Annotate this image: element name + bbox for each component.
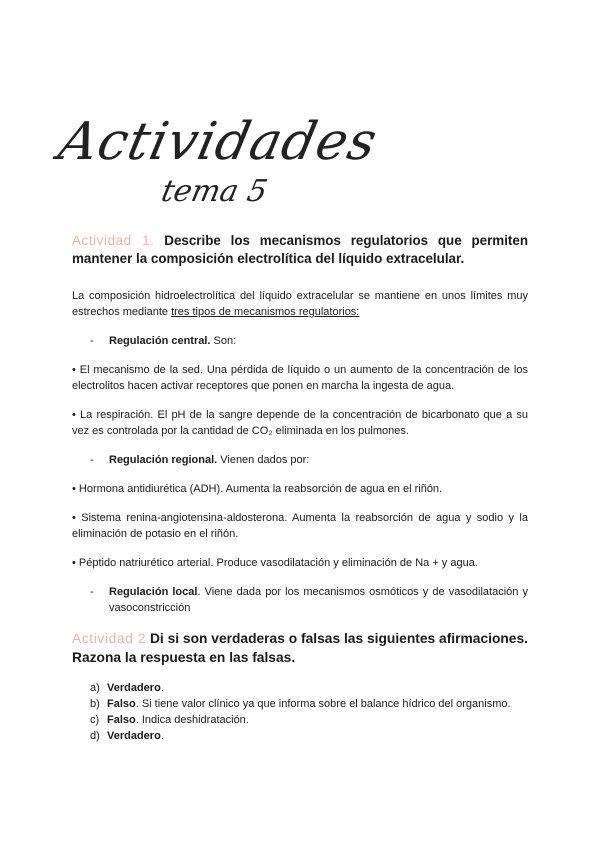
page-title: Actividades xyxy=(53,112,383,172)
section-regional xyxy=(72,452,528,468)
section-local-desc: . Viene dada por los mecanismos osmóticos y de vasodilatación y vasoconstricción xyxy=(109,586,528,614)
dash-marker: - xyxy=(90,335,94,347)
section-central-desc: Son: xyxy=(210,335,237,347)
section-central-title: Regulación central. xyxy=(109,335,211,347)
answer-reason: . Si tiene valor clínico ya que informa sobre el balance hídrico del organismo. xyxy=(135,698,511,710)
activity-2-question: Di si son verdaderas o falsas las siguientes afirmaciones. Razona la respuesta en las falsas. xyxy=(72,631,528,665)
activity-1-question: Describe los mecanismos regulatorios que permiten mantener la composición electrolítica del líquido extracelular. xyxy=(72,233,528,266)
section-regional-desc: Vienen dados por: xyxy=(217,454,310,466)
answers-list xyxy=(72,680,528,744)
activity-1-label: Actividad 1. xyxy=(72,233,155,248)
intro-underlined-text: tres tipos de mecanismos regulatorios: xyxy=(171,306,360,318)
list-item: c) Falso. Indica deshidratación. xyxy=(90,714,249,726)
section-regional-title: Regulación regional. xyxy=(109,454,218,466)
dash-marker: - xyxy=(90,454,94,466)
activity-2-label: Actividad 2 xyxy=(72,631,147,646)
regional-point-pna: • Péptido natriurético arterial. Produce vasodilatación y eliminación de Na + y agua. xyxy=(72,557,478,569)
answer-reason: . xyxy=(160,730,164,742)
central-point-sed: • El mecanismo de la sed. Una pérdida de líquido o un aumento de la concentración de los electrolitos hacen activar receptores que ponen en marcha la ingesta de agua. xyxy=(72,364,528,392)
document-body xyxy=(72,232,528,744)
page-subtitle: tema 5 xyxy=(158,174,271,209)
activity-1-heading xyxy=(72,232,528,268)
section-local-title: Regulación local xyxy=(109,586,198,598)
list-item: a) Verdadero. xyxy=(90,682,164,694)
central-point-respiracion: • La respiración. El pH de la sangre depende de la concentración de bicarbonato que a su vez es controlada por la cantidad de CO₂ eliminada en los pulmones. xyxy=(72,409,528,437)
activity-2-heading xyxy=(72,629,528,667)
list-item: b) Falso. Si tiene valor clínico ya que informa sobre el balance hídrico del organismo. xyxy=(90,698,511,710)
regional-point-raa: • Sistema renina-angiotensina-aldosterona. Aumenta la reabsorción de agua y sodio y la eliminación de potasio en el riñón. xyxy=(72,512,528,540)
answer-verdict: Falso xyxy=(107,714,136,726)
answer-verdict: Falso xyxy=(107,698,136,710)
answer-verdict: Verdadero xyxy=(107,682,161,694)
list-item: d) Verdadero. xyxy=(90,730,164,742)
answer-reason: . xyxy=(160,682,164,694)
answer-reason: . Indica deshidratación. xyxy=(135,714,249,726)
page-header xyxy=(53,112,383,222)
regional-point-adh: • Hormona antidiurética (ADH). Aumenta la reabsorción de agua en el riñón. xyxy=(72,483,443,495)
section-central xyxy=(72,333,528,349)
answer-verdict: Verdadero xyxy=(107,730,161,742)
section-local xyxy=(72,584,528,616)
intro-text: La composición hidroelectrolítica del líquido extracelular se mantiene en unos límites muy estrechos mediante xyxy=(72,290,528,318)
dash-marker: - xyxy=(90,586,94,598)
activity-1-intro xyxy=(72,288,528,320)
